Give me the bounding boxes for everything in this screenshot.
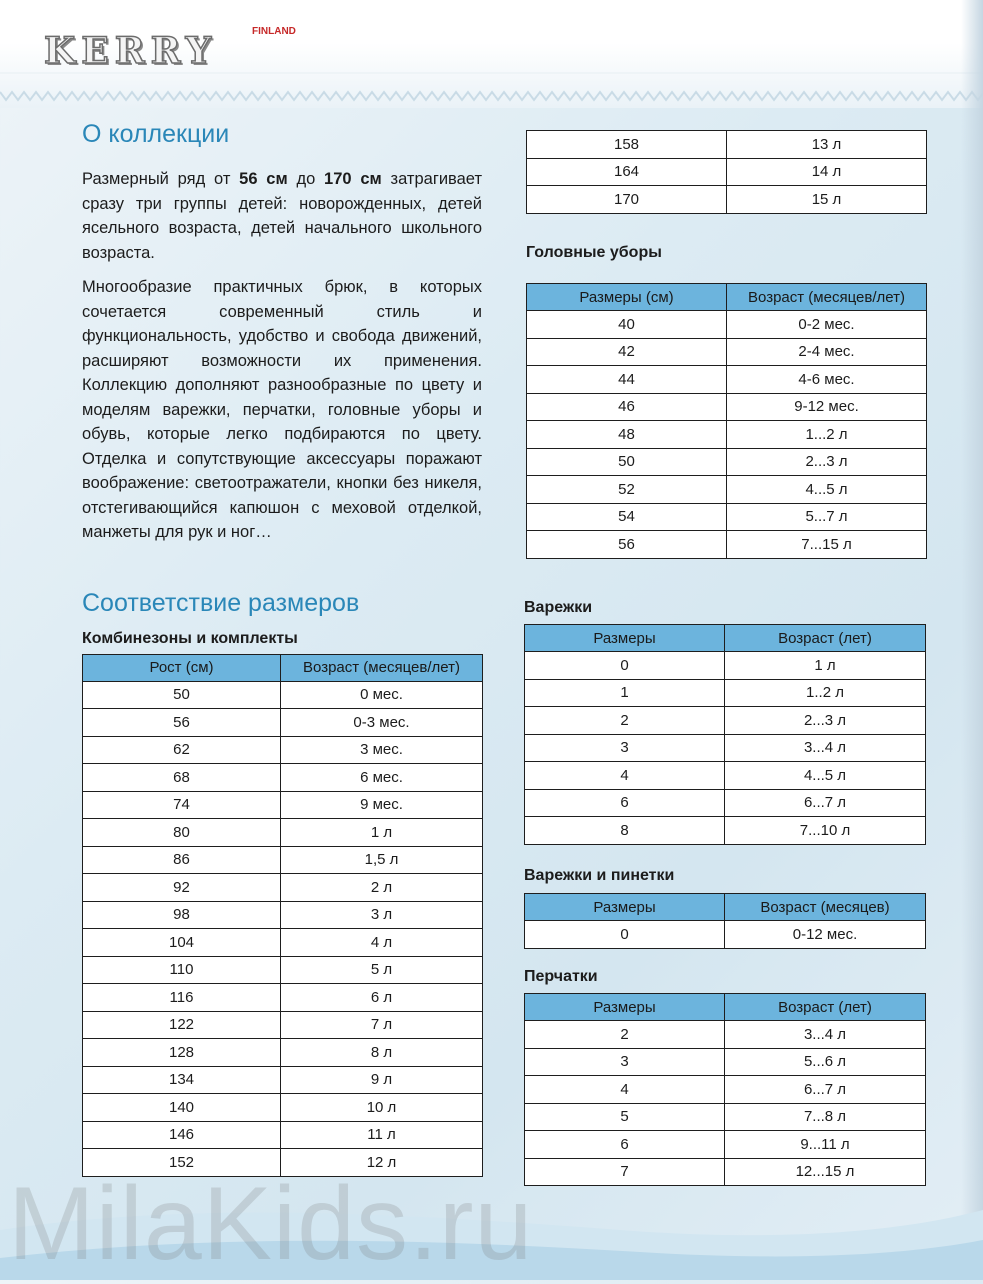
age-cell: 3...4 л xyxy=(725,1021,926,1049)
size-cell: 86 xyxy=(83,846,281,874)
table-row xyxy=(527,421,927,449)
table-row xyxy=(525,707,926,735)
table-row xyxy=(83,736,483,764)
sizes-title: Соответствие размеров xyxy=(82,588,360,617)
stitch-border xyxy=(0,70,983,110)
table-row xyxy=(83,1011,483,1039)
table-row xyxy=(527,503,927,531)
size-cell: 68 xyxy=(83,764,281,792)
column-header: Размеры xyxy=(525,894,725,921)
age-cell: 9-12 мес. xyxy=(727,393,927,421)
age-cell: 3 мес. xyxy=(281,736,483,764)
age-cell: 14 л xyxy=(727,158,927,186)
mittens-booties-title: Варежки и пинетки xyxy=(524,867,675,884)
size-cell: 134 xyxy=(83,1066,281,1094)
size-cell: 116 xyxy=(83,984,281,1012)
size-cell: 3 xyxy=(525,1048,725,1076)
size-cell: 7 xyxy=(525,1158,725,1186)
size-cell: 92 xyxy=(83,874,281,902)
age-cell: 5...6 л xyxy=(725,1048,926,1076)
size-max: 170 см xyxy=(324,170,382,188)
size-cell: 104 xyxy=(83,929,281,957)
table-row xyxy=(525,921,926,949)
table-row xyxy=(83,874,483,902)
left-column xyxy=(82,120,482,1177)
age-cell: 4...5 л xyxy=(725,762,926,790)
column-header: Размеры xyxy=(525,994,725,1021)
table-row xyxy=(83,1039,483,1067)
size-cell: 158 xyxy=(527,131,727,159)
table-row xyxy=(83,901,483,929)
size-cell: 6 xyxy=(525,789,725,817)
age-cell: 1,5 л xyxy=(281,846,483,874)
table-row xyxy=(527,476,927,504)
mittens-table xyxy=(524,624,926,845)
age-cell: 2...3 л xyxy=(725,707,926,735)
hats-title: Головные уборы xyxy=(526,244,662,261)
size-cell: 52 xyxy=(527,476,727,504)
hats-table xyxy=(526,283,927,559)
table-row xyxy=(83,1121,483,1149)
table-row xyxy=(525,762,926,790)
table-row xyxy=(527,131,927,159)
age-cell: 3 л xyxy=(281,901,483,929)
brand-logo xyxy=(44,26,304,72)
table-row xyxy=(527,393,927,421)
age-cell: 9 мес. xyxy=(281,791,483,819)
table-row xyxy=(525,817,926,845)
overalls-continued-table xyxy=(526,130,927,214)
size-cell: 42 xyxy=(527,338,727,366)
table-row xyxy=(83,1094,483,1122)
size-cell: 128 xyxy=(83,1039,281,1067)
table-row xyxy=(527,186,927,214)
column-header: Возраст (лет) xyxy=(725,994,926,1021)
age-cell: 5 л xyxy=(281,956,483,984)
age-cell: 6 мес. xyxy=(281,764,483,792)
age-cell: 9 л xyxy=(281,1066,483,1094)
about-paragraph-1: Размерный ряд от 56 см до 170 см затрагивает сразу три группы детей: новорожденных, детей ясельного возраста, детей начального школьного возраста. xyxy=(82,170,482,262)
table-row xyxy=(525,734,926,762)
table-row xyxy=(527,448,927,476)
size-cell: 56 xyxy=(527,531,727,559)
size-cell: 74 xyxy=(83,791,281,819)
size-cell: 2 xyxy=(525,707,725,735)
column-header: Возраст (месяцев/лет) xyxy=(727,284,927,311)
age-cell: 0-12 мес. xyxy=(725,921,926,949)
size-min: 56 см xyxy=(239,170,288,188)
size-cell: 50 xyxy=(83,681,281,709)
age-cell: 1 л xyxy=(725,652,926,680)
table-row xyxy=(527,311,927,339)
table-row xyxy=(83,929,483,957)
column-header: Возраст (месяцев) xyxy=(725,894,926,921)
table-row xyxy=(83,681,483,709)
age-cell: 2-4 мес. xyxy=(727,338,927,366)
size-cell: 40 xyxy=(527,311,727,339)
table-row xyxy=(525,1076,926,1104)
size-cell: 0 xyxy=(525,652,725,680)
age-cell: 4 л xyxy=(281,929,483,957)
age-cell: 6...7 л xyxy=(725,789,926,817)
age-cell: 2 л xyxy=(281,874,483,902)
age-cell: 7 л xyxy=(281,1011,483,1039)
size-cell: 46 xyxy=(527,393,727,421)
age-cell: 1..2 л xyxy=(725,679,926,707)
table-row xyxy=(83,956,483,984)
size-cell: 6 xyxy=(525,1131,725,1159)
table-row xyxy=(527,158,927,186)
size-cell: 3 xyxy=(525,734,725,762)
size-cell: 170 xyxy=(527,186,727,214)
size-cell: 152 xyxy=(83,1149,281,1177)
age-cell: 8 л xyxy=(281,1039,483,1067)
age-cell: 12 л xyxy=(281,1149,483,1177)
size-cell: 110 xyxy=(83,956,281,984)
page-edge-shadow xyxy=(961,0,983,1280)
size-cell: 44 xyxy=(527,366,727,394)
age-cell: 1...2 л xyxy=(727,421,927,449)
size-cell: 164 xyxy=(527,158,727,186)
size-cell: 62 xyxy=(83,736,281,764)
column-header: Размеры xyxy=(525,625,725,652)
table-row xyxy=(527,531,927,559)
age-cell: 7...10 л xyxy=(725,817,926,845)
age-cell: 9...11 л xyxy=(725,1131,926,1159)
size-cell: 140 xyxy=(83,1094,281,1122)
column-header: Размеры (см) xyxy=(527,284,727,311)
gloves-title: Перчатки xyxy=(524,968,598,985)
size-cell: 80 xyxy=(83,819,281,847)
watermark: MilaKids.ru xyxy=(8,1166,534,1282)
table-row xyxy=(525,1131,926,1159)
size-cell: 48 xyxy=(527,421,727,449)
age-cell: 11 л xyxy=(281,1121,483,1149)
mittens-booties-table xyxy=(524,893,926,949)
size-cell: 56 xyxy=(83,709,281,737)
age-cell: 6 л xyxy=(281,984,483,1012)
table-row xyxy=(83,819,483,847)
age-cell: 13 л xyxy=(727,131,927,159)
age-cell: 1 л xyxy=(281,819,483,847)
column-header: Возраст (лет) xyxy=(725,625,926,652)
table-row xyxy=(83,846,483,874)
overalls-table xyxy=(82,654,483,1177)
age-cell: 12...15 л xyxy=(725,1158,926,1186)
age-cell: 0-2 мес. xyxy=(727,311,927,339)
size-cell: 1 xyxy=(525,679,725,707)
age-cell: 5...7 л xyxy=(727,503,927,531)
age-cell: 3...4 л xyxy=(725,734,926,762)
about-paragraph-2: Многообразие практичных брюк, в которых сочетается современный стиль и функциональность, удобство и свобода движений, расширяют возможности их применения. Коллекцию дополняют разнообразные по цвету и моделям варежки, перчатки, головные уборы и обувь, которые легко подбираются по цвету. Отделка и сопутствующие аксессуары поражают воображение: светоотражатели, кнопки без никеля, отстегивающийся капюшон с меховой отделкой, манжеты для рук и ног… xyxy=(82,278,482,541)
table-row xyxy=(525,679,926,707)
size-cell: 4 xyxy=(525,762,725,790)
size-cell: 50 xyxy=(527,448,727,476)
age-cell: 2...3 л xyxy=(727,448,927,476)
size-cell: 146 xyxy=(83,1121,281,1149)
size-cell: 122 xyxy=(83,1011,281,1039)
age-cell: 4-6 мес. xyxy=(727,366,927,394)
age-cell: 0-3 мес. xyxy=(281,709,483,737)
brand-country: FINLAND xyxy=(252,26,296,37)
age-cell: 7...15 л xyxy=(727,531,927,559)
table-row xyxy=(83,791,483,819)
size-cell: 5 xyxy=(525,1103,725,1131)
table-row xyxy=(527,366,927,394)
table-row xyxy=(525,1103,926,1131)
age-cell: 7...8 л xyxy=(725,1103,926,1131)
table-row xyxy=(527,338,927,366)
size-cell: 8 xyxy=(525,817,725,845)
overalls-title: Комбинезоны и комплекты xyxy=(82,629,298,647)
size-cell: 4 xyxy=(525,1076,725,1104)
table-row xyxy=(83,1066,483,1094)
age-cell: 4...5 л xyxy=(727,476,927,504)
size-cell: 98 xyxy=(83,901,281,929)
age-cell: 0 мес. xyxy=(281,681,483,709)
column-header: Возраст (месяцев/лет) xyxy=(281,654,483,681)
table-row xyxy=(525,1048,926,1076)
table-row xyxy=(525,1021,926,1049)
table-row xyxy=(83,709,483,737)
table-row xyxy=(83,764,483,792)
size-cell: 2 xyxy=(525,1021,725,1049)
table-row xyxy=(83,984,483,1012)
mittens-title: Варежки xyxy=(524,599,593,616)
gloves-table xyxy=(524,993,926,1186)
table-row xyxy=(525,652,926,680)
column-header: Рост (см) xyxy=(83,654,281,681)
age-cell: 15 л xyxy=(727,186,927,214)
brand-name: KERRY xyxy=(44,30,218,72)
age-cell: 6...7 л xyxy=(725,1076,926,1104)
about-title: О коллекции xyxy=(82,120,230,148)
age-cell: 10 л xyxy=(281,1094,483,1122)
size-cell: 0 xyxy=(525,921,725,949)
table-row xyxy=(525,789,926,817)
size-cell: 54 xyxy=(527,503,727,531)
